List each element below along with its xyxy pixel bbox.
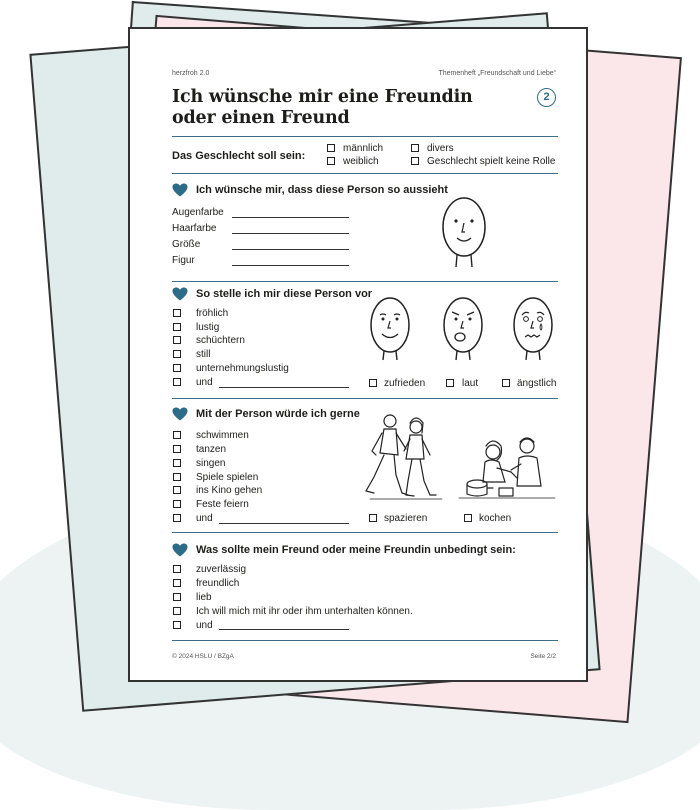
heart-icon (172, 287, 188, 301)
checkbox-lieb[interactable] (173, 593, 181, 601)
header-left: herzfroh 2.0 (172, 70, 210, 77)
divider (172, 136, 558, 137)
checkbox-singen[interactable] (173, 459, 181, 467)
option-kochen: kochen (479, 513, 512, 524)
divider (172, 173, 558, 174)
field-label-haarfarbe: Haarfarbe (172, 223, 217, 234)
checkbox-feste-feiern[interactable] (173, 500, 181, 508)
divider (172, 532, 558, 533)
option-freundlich: freundlich (196, 578, 240, 589)
checkbox-und-3[interactable] (173, 621, 181, 629)
checkbox-laut[interactable] (446, 379, 454, 387)
option-unternehmungslustig: unternehmungslustig (196, 363, 289, 374)
input-line-augenfarbe[interactable] (232, 217, 349, 218)
anxious-face-icon (510, 295, 556, 361)
input-line-haarfarbe[interactable] (232, 233, 349, 234)
field-label-figur: Figur (172, 255, 195, 266)
checkbox-freundlich[interactable] (173, 579, 181, 587)
footer-page: Seite 2/2 (530, 653, 556, 660)
checkbox-zufrieden[interactable] (369, 379, 377, 387)
input-line-und-2[interactable] (219, 523, 349, 524)
title-line-2: oder einen Freund (172, 108, 350, 128)
checkbox-schwimmen[interactable] (173, 431, 181, 439)
option-divers: divers (427, 143, 454, 154)
checkbox-still[interactable] (173, 350, 181, 358)
checkbox-zuverlaessig[interactable] (173, 565, 181, 573)
heart-icon (172, 407, 188, 421)
section4-heading: Was sollte mein Freund oder meine Freundin unbedingt sein: (196, 544, 516, 556)
option-lieb: lieb (196, 592, 212, 603)
option-und-2: und (196, 513, 213, 524)
loud-face-icon (440, 295, 486, 361)
input-line-und-3[interactable] (219, 629, 349, 630)
checkbox-divers[interactable] (411, 144, 419, 152)
option-zuverlaessig: zuverlässig (196, 564, 247, 575)
checkbox-tanzen[interactable] (173, 445, 181, 453)
option-geschlecht-egal: Geschlecht spielt keine Rolle (427, 156, 556, 167)
checkbox-maennlich[interactable] (327, 144, 335, 152)
option-spiele-spielen: Spiele spielen (196, 472, 259, 483)
option-laut: laut (462, 378, 479, 389)
checkbox-lustig[interactable] (173, 323, 181, 331)
option-unterhalten: Ich will mich mit ihr oder ihm unterhalten können. (196, 606, 413, 617)
checkbox-schuechtern[interactable] (173, 336, 181, 344)
blank-face-icon (437, 193, 491, 269)
field-label-groesse: Größe (172, 239, 201, 250)
field-label-augenfarbe: Augenfarbe (172, 207, 224, 218)
input-line-figur[interactable] (232, 265, 349, 266)
option-still: still (196, 349, 211, 360)
header-right: Themenheft „Freundschaft und Liebe“ (438, 70, 556, 77)
happy-face-icon (367, 295, 413, 361)
input-line-und[interactable] (219, 387, 349, 388)
checkbox-geschlecht-egal[interactable] (411, 157, 419, 165)
section2-heading: So stelle ich mir diese Person vor (196, 288, 373, 300)
option-kino: ins Kino gehen (196, 485, 263, 496)
divider (172, 398, 558, 399)
heart-icon (172, 183, 188, 197)
divider (172, 281, 558, 282)
option-schwimmen: schwimmen (196, 430, 249, 441)
option-spazieren: spazieren (384, 513, 428, 524)
checkbox-spazieren[interactable] (369, 514, 377, 522)
cooking-couple-illustration (457, 434, 557, 504)
option-lustig: lustig (196, 322, 220, 333)
gender-label: Das Geschlecht soll sein: (172, 150, 306, 162)
walking-couple-illustration (360, 411, 445, 503)
page-title (172, 87, 473, 129)
option-froehlich: fröhlich (196, 308, 229, 319)
checkbox-kino[interactable] (173, 486, 181, 494)
title-line-1: Ich wünsche mir eine Freundin (172, 87, 473, 107)
option-aengstlich: ängstlich (517, 378, 557, 389)
checkbox-kochen[interactable] (464, 514, 472, 522)
option-singen: singen (196, 458, 226, 469)
option-tanzen: tanzen (196, 444, 227, 455)
option-schuechtern: schüchtern (196, 335, 245, 346)
checkbox-weiblich[interactable] (327, 157, 335, 165)
option-maennlich: männlich (343, 143, 384, 154)
divider (172, 640, 558, 641)
checkbox-unternehmungslustig[interactable] (173, 364, 181, 372)
input-line-groesse[interactable] (232, 249, 349, 250)
option-weiblich: weiblich (343, 156, 379, 167)
worksheet-page (128, 27, 588, 682)
option-und: und (196, 377, 213, 388)
checkbox-spiele-spielen[interactable] (173, 473, 181, 481)
option-zufrieden: zufrieden (384, 378, 426, 389)
checkbox-unterhalten[interactable] (173, 607, 181, 615)
option-feste-feiern: Feste feiern (196, 499, 249, 510)
checkbox-aengstlich[interactable] (502, 379, 510, 387)
checkbox-und[interactable] (173, 378, 181, 386)
option-und-3: und (196, 620, 213, 631)
footer-copyright: © 2024 HSLU / BZgA (172, 653, 234, 660)
section1-heading: Ich wünsche mir, dass diese Person so aussieht (196, 184, 448, 196)
checkbox-froehlich[interactable] (173, 309, 181, 317)
heart-icon (172, 543, 188, 557)
checkbox-und-2[interactable] (173, 514, 181, 522)
section3-heading: Mit der Person würde ich gerne (196, 408, 360, 420)
page-number-badge: 2 (537, 88, 556, 107)
